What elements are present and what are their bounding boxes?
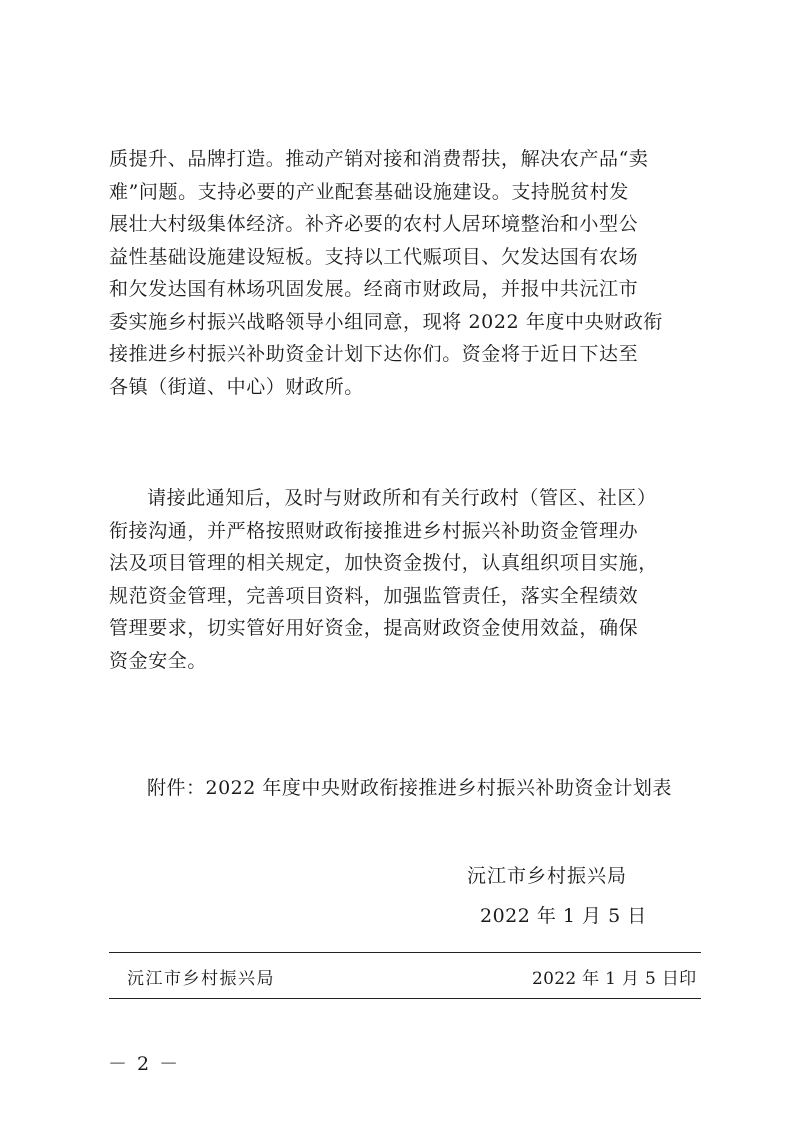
paragraph-line: 各镇（街道、中心）财政所。 bbox=[109, 375, 364, 398]
paragraph-line: 和欠发达国有林场巩固发展。经商市财政局，并报中共沅江市 bbox=[109, 278, 639, 300]
paragraph-line: 资金安全。 bbox=[109, 649, 208, 672]
paragraph-line: 规范资金管理，完善项目资料，加强监管责任，落实全程绩效 bbox=[109, 584, 639, 607]
page-number: － 2 － bbox=[108, 1053, 181, 1075]
paragraph-line: 管理要求，切实管好用好资金，提高财政资金使用效益，确保 bbox=[109, 617, 639, 639]
body-paragraph-2 bbox=[109, 482, 699, 677]
paragraph-line: 请接此通知后，及时与财政所和有关行政村（管区、社区） bbox=[147, 487, 657, 509]
paragraph-line: 法及项目管理的相关规定，加快资金拨付，认真组织项目实施， bbox=[109, 552, 658, 574]
paragraph-line: 质提升、品牌打造。推动产销对接和消费帮扶，解决农产品“卖 bbox=[109, 148, 649, 170]
paragraph-line: 益性基础设施建设短板。支持以工代赈项目、欠发达国有农场 bbox=[109, 245, 639, 268]
footer-issuing-organization: 沅江市乡村振兴局 bbox=[127, 969, 275, 989]
signature-organization: 沅江市乡村振兴局 bbox=[467, 865, 628, 887]
footer-print-date: 2022 年 1 月 5 日印 bbox=[532, 969, 697, 989]
paragraph-line: 展壮大村级集体经济。补齐必要的农村人居环境整治和小型公 bbox=[109, 213, 639, 235]
footer-bottom-rule bbox=[109, 998, 701, 999]
body-paragraph-1 bbox=[109, 143, 699, 403]
paragraph-line: 难”问题。支持必要的产业配套基础设施建设。支持脱贫村发 bbox=[109, 180, 629, 203]
footer-top-rule bbox=[109, 952, 701, 953]
paragraph-line: 接推进乡村振兴补助资金计划下达你们。资金将于近日下达至 bbox=[109, 343, 639, 365]
attachment-note: 附件：2022 年度中央财政衔接推进乡村振兴补助资金计划表 bbox=[147, 777, 672, 799]
paragraph-line: 委实施乡村振兴战略领导小组同意，现将 2022 年度中央财政衔 bbox=[109, 310, 664, 333]
paragraph-line: 衔接沟通，并严格按照财政衔接推进乡村振兴补助资金管理办 bbox=[109, 519, 639, 542]
signature-date: 2022 年 1 月 5 日 bbox=[480, 905, 647, 927]
